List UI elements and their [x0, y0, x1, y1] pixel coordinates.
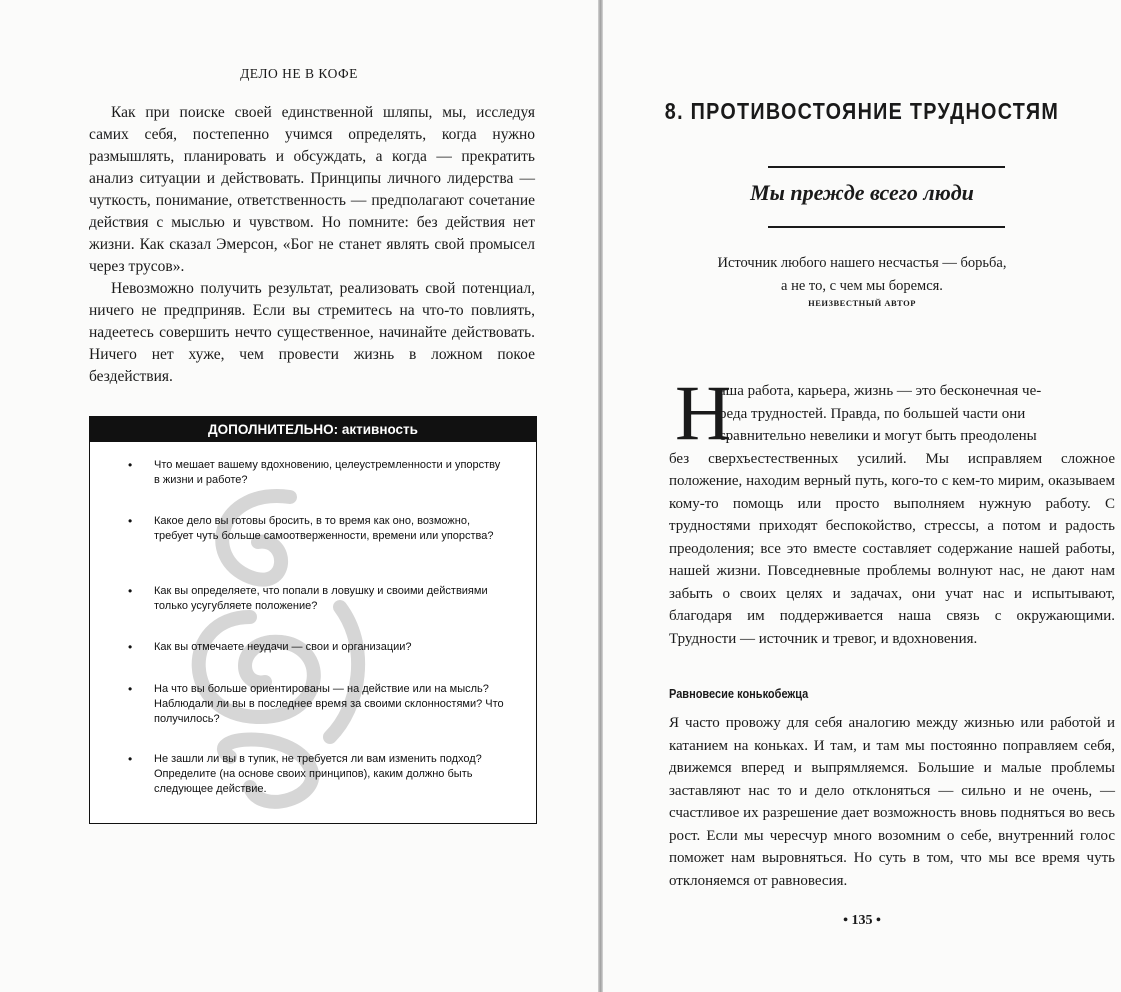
text-line: сравнительно невелики и могут быть преодолены: [719, 428, 1037, 444]
sidebar-box-activity: [89, 416, 537, 824]
right-body-text: [669, 380, 1115, 650]
section-title: Мы прежде всего люди: [750, 180, 974, 205]
text-line: реда трудностей. Правда, по большей части они: [719, 405, 1026, 422]
paragraph: без сверхъестественных усилий. Мы исправляем сложное положение, находим верный путь, кого-то с кем-то мирим, оказываем кому-то помощь или просто выполняем нужную работу. С трудностями приходят беспокойство, стрессы, а потом и радость преодоления; все это вместе составляет содержание нашей работы, нашей жизни. Повседневные проблемы волнуют нас, не дают нам забыть о своих целях и задачах, они учат нас и испытывают, благодаря им поддерживается наша связь с окружающими. Трудности — источник и тревог, и вдохновения.: [669, 450, 1115, 647]
left-body-text: [89, 102, 535, 388]
epigraph-line: Источник любого нашего несчастья — борьба,: [717, 255, 1007, 271]
paragraph: Как при поиске своей единственной шляпы, мы, исследуя самих себя, постепенно учимся определять, когда нужно размышлять, планировать и обсуждать, а когда — прекратить анализ ситуации и действовать. Принципы личного лидерства — чуткость, понимание, ответственность — предполагают сочетание действия с мыслью и чувством. Но помните: без действия нет жизни. Как сказал Эмерсон, «Бог не станет являть свой промысел через трусов».: [89, 104, 535, 275]
subheading: Равновесие конькобежца: [669, 687, 809, 701]
divider: [768, 226, 1005, 228]
box-title: ДОПОЛНИТЕЛЬНО: активность: [90, 417, 536, 442]
list-item: • Как вы отмечаете неудачи — свои и организации?: [128, 640, 412, 654]
paragraph: Невозможно получить результат, реализовать свой потенциал, ничего не предприняв. Если вы стремитесь на что-то повлиять, надеетесь совершить нечто существенное, начинайте действовать. Ничего нет хуже, чем провести жизнь в ложном покое бездействия.: [89, 280, 535, 385]
page-number: • 135 •: [843, 913, 881, 928]
chapter-title: 8. ПРОТИВОСТОЯНИЕ ТРУДНОСТЯМ: [664, 98, 1060, 124]
drop-cap: Н: [675, 369, 732, 456]
text-line: аша работа, карьера, жизнь — это бесконечная че-: [719, 383, 1042, 399]
list-item: • Что мешает вашему вдохновению, целеустремленности и упорству в жизни и работе?: [128, 458, 501, 486]
epigraph: [603, 252, 1121, 298]
paragraph: Я часто провожу для себя аналогию между жизнью или работой и катанием на коньках. И там, и там мы постоянно поправляем себя, движемся вперед и выпрямляемся. Большие и малые проблемы заставляют нас то и дело отклоняться — сильно и не очень, — счастливое их разрешение дает возможность вновь подняться во весь рост. Если мы чересчур много возомним о себе, внутренний голос поможет нам выровняться. Но суть в том, что мы все время чуть отклоняемся от равновесия.: [669, 715, 1115, 889]
list-item: • Как вы определяете, что попали в ловушку и своими действиями только усугубляете положение?: [128, 584, 488, 612]
list-item: • На что вы больше ориентированы — на действие или на мысль? Наблюдали ли вы в последнее время за своими склонностями? Что получилось?: [128, 682, 504, 725]
epigraph-line: а не то, с чем мы боремся.: [781, 278, 943, 294]
divider: [768, 166, 1005, 168]
right-body-text-2: [669, 712, 1115, 892]
epigraph-author: НЕИЗВЕСТНЫЙ АВТОР: [808, 298, 916, 308]
running-head: ДЕЛО НЕ В КОФЕ: [240, 66, 358, 81]
list-item: • Не зашли ли вы в тупик, не требуется ли вам изменить подход? Определите (на основе своих принципов), каким должно быть следующее действие.: [128, 752, 482, 795]
right-page: [603, 0, 1121, 992]
list-item: • Какое дело вы готовы бросить, в то время как оно, возможно, требует чуть больше самоотверженности, времени или упорства?: [128, 514, 494, 542]
